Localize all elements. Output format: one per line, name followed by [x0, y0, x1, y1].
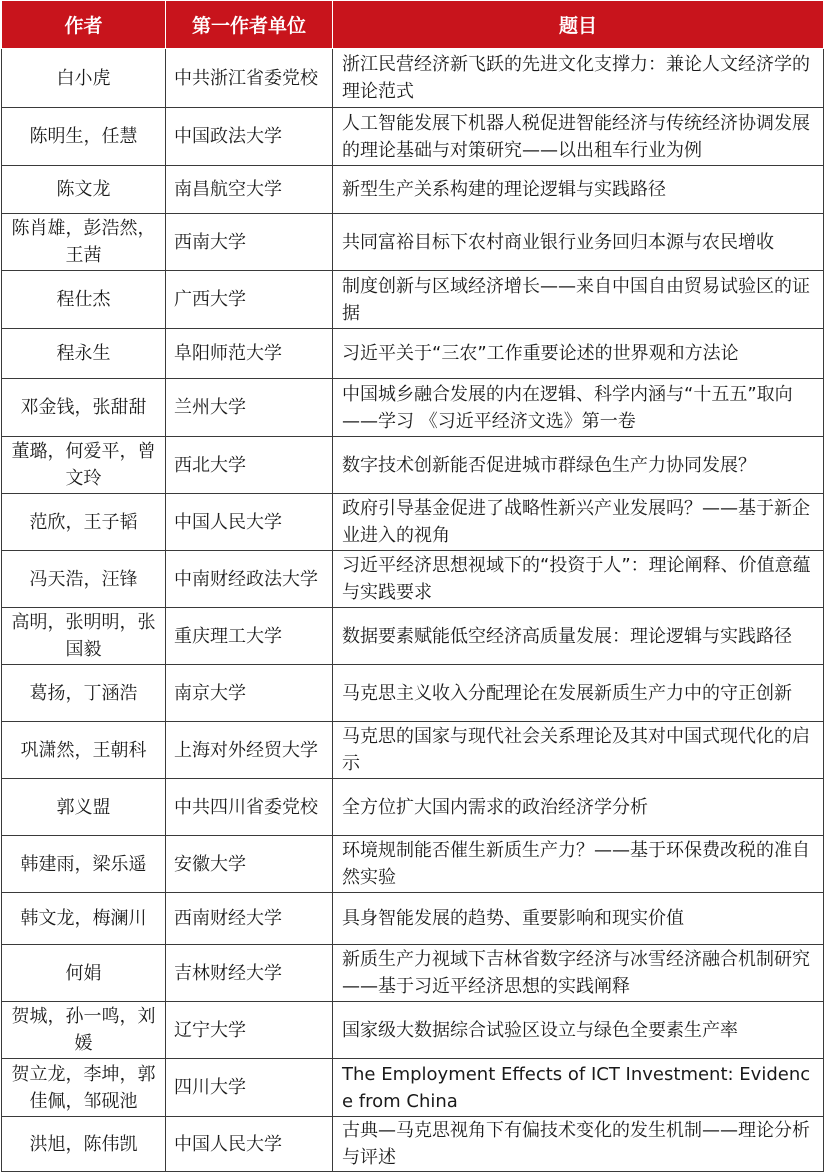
author-cell: 程永生 — [2, 329, 166, 379]
header-unit: 第一作者单位 — [166, 1, 333, 49]
table-row — [2, 893, 824, 945]
title-cell: 习近平经济思想视域下的“投资于人”：理论阐释、价值意蕴与实践要求 — [333, 551, 824, 608]
author-cell: 邓金钱，张甜甜 — [2, 379, 166, 437]
table-row — [2, 271, 824, 329]
table-row — [2, 836, 824, 893]
title-cell: 环境规制能否催生新质生产力？——基于环保费改税的准自然实验 — [333, 836, 824, 893]
author-cell: 陈肖雄，彭浩然，王茜 — [2, 214, 166, 271]
table-body — [2, 49, 824, 1172]
author-cell: 贺立龙，李坤，郭佳佩，邹砚池 — [2, 1059, 166, 1117]
table-row — [2, 608, 824, 665]
header-title: 题目 — [333, 1, 824, 49]
table-row — [2, 665, 824, 722]
author-cell: 董璐，何爱平，曾文玲 — [2, 437, 166, 494]
title-cell: 马克思的国家与现代社会关系理论及其对中国式现代化的启示 — [333, 722, 824, 779]
title-cell: 数据要素赋能低空经济高质量发展：理论逻辑与实践路径 — [333, 608, 824, 665]
unit-cell: 中南财经政法大学 — [166, 551, 333, 608]
author-cell: 程仕杰 — [2, 271, 166, 329]
author-cell: 范欣，王子韬 — [2, 494, 166, 551]
table-row — [2, 1002, 824, 1059]
title-cell: 国家级大数据综合试验区设立与绿色全要素生产率 — [333, 1002, 824, 1059]
unit-cell: 安徽大学 — [166, 836, 333, 893]
unit-cell: 中国人民大学 — [166, 494, 333, 551]
author-cell: 韩建雨，梁乐遥 — [2, 836, 166, 893]
table-row — [2, 379, 824, 437]
author-cell: 白小虎 — [2, 49, 166, 108]
paper-list-table — [1, 0, 824, 1172]
title-cell: 人工智能发展下机器人税促进智能经济与传统经济协调发展的理论基础与对策研究——以出租车行业为例 — [333, 108, 824, 166]
unit-cell: 中共四川省委党校 — [166, 779, 333, 836]
unit-cell: 西北大学 — [166, 437, 333, 494]
unit-cell: 中共浙江省委党校 — [166, 49, 333, 108]
unit-cell: 南昌航空大学 — [166, 166, 333, 214]
title-cell: 全方位扩大国内需求的政治经济学分析 — [333, 779, 824, 836]
title-cell: 习近平关于“三农”工作重要论述的世界观和方法论 — [333, 329, 824, 379]
title-cell: 具身智能发展的趋势、重要影响和现实价值 — [333, 893, 824, 945]
title-cell: 数字技术创新能否促进城市群绿色生产力协同发展？ — [333, 437, 824, 494]
table-row — [2, 214, 824, 271]
table-row — [2, 329, 824, 379]
table-row — [2, 108, 824, 166]
unit-cell: 重庆理工大学 — [166, 608, 333, 665]
unit-cell: 西南大学 — [166, 214, 333, 271]
author-cell: 贺城，孙一鸣，刘媛 — [2, 1002, 166, 1059]
unit-cell: 吉林财经大学 — [166, 945, 333, 1002]
unit-cell: 阜阳师范大学 — [166, 329, 333, 379]
title-cell: 马克思主义收入分配理论在发展新质生产力中的守正创新 — [333, 665, 824, 722]
title-cell: 古典—马克思视角下有偏技术变化的发生机制——理论分析与评述 — [333, 1117, 824, 1172]
table-row — [2, 1059, 824, 1117]
title-cell: 中国城乡融合发展的内在逻辑、科学内涵与“十五五”取向——学习 《习近平经济文选》第一卷 — [333, 379, 824, 437]
author-cell: 葛扬，丁涵浩 — [2, 665, 166, 722]
author-cell: 韩文龙，梅澜川 — [2, 893, 166, 945]
header-author: 作者 — [2, 1, 166, 49]
author-cell: 洪旭，陈伟凯 — [2, 1117, 166, 1172]
unit-cell: 四川大学 — [166, 1059, 333, 1117]
table-row — [2, 551, 824, 608]
author-cell: 何娟 — [2, 945, 166, 1002]
author-cell: 巩潇然，王朝科 — [2, 722, 166, 779]
author-cell: 陈文龙 — [2, 166, 166, 214]
title-cell: 浙江民营经济新飞跃的先进文化支撑力：兼论人文经济学的理论范式 — [333, 49, 824, 108]
table-row — [2, 945, 824, 1002]
unit-cell: 兰州大学 — [166, 379, 333, 437]
title-cell: 共同富裕目标下农村商业银行业务回归本源与农民增收 — [333, 214, 824, 271]
table-row — [2, 779, 824, 836]
title-cell: 制度创新与区域经济增长——来自中国自由贸易试验区的证据 — [333, 271, 824, 329]
title-cell: The Employment Effects of ICT Investment: Evidence from China — [333, 1059, 824, 1117]
title-cell: 新型生产关系构建的理论逻辑与实践路径 — [333, 166, 824, 214]
unit-cell: 上海对外经贸大学 — [166, 722, 333, 779]
unit-cell: 广西大学 — [166, 271, 333, 329]
table-row — [2, 494, 824, 551]
author-cell: 冯天浩，汪锋 — [2, 551, 166, 608]
author-cell: 高明，张明明，张国毅 — [2, 608, 166, 665]
unit-cell: 中国政法大学 — [166, 108, 333, 166]
unit-cell: 辽宁大学 — [166, 1002, 333, 1059]
table-row — [2, 49, 824, 108]
table-row — [2, 722, 824, 779]
table-header — [2, 1, 824, 49]
unit-cell: 西南财经大学 — [166, 893, 333, 945]
table-row — [2, 437, 824, 494]
title-cell: 政府引导基金促进了战略性新兴产业发展吗？——基于新企业进入的视角 — [333, 494, 824, 551]
table-row — [2, 166, 824, 214]
table-row — [2, 1117, 824, 1172]
unit-cell: 南京大学 — [166, 665, 333, 722]
header-row — [2, 1, 824, 49]
title-cell: 新质生产力视域下吉林省数字经济与冰雪经济融合机制研究——基于习近平经济思想的实践阐释 — [333, 945, 824, 1002]
author-cell: 郭义盟 — [2, 779, 166, 836]
unit-cell: 中国人民大学 — [166, 1117, 333, 1172]
author-cell: 陈明生，任慧 — [2, 108, 166, 166]
